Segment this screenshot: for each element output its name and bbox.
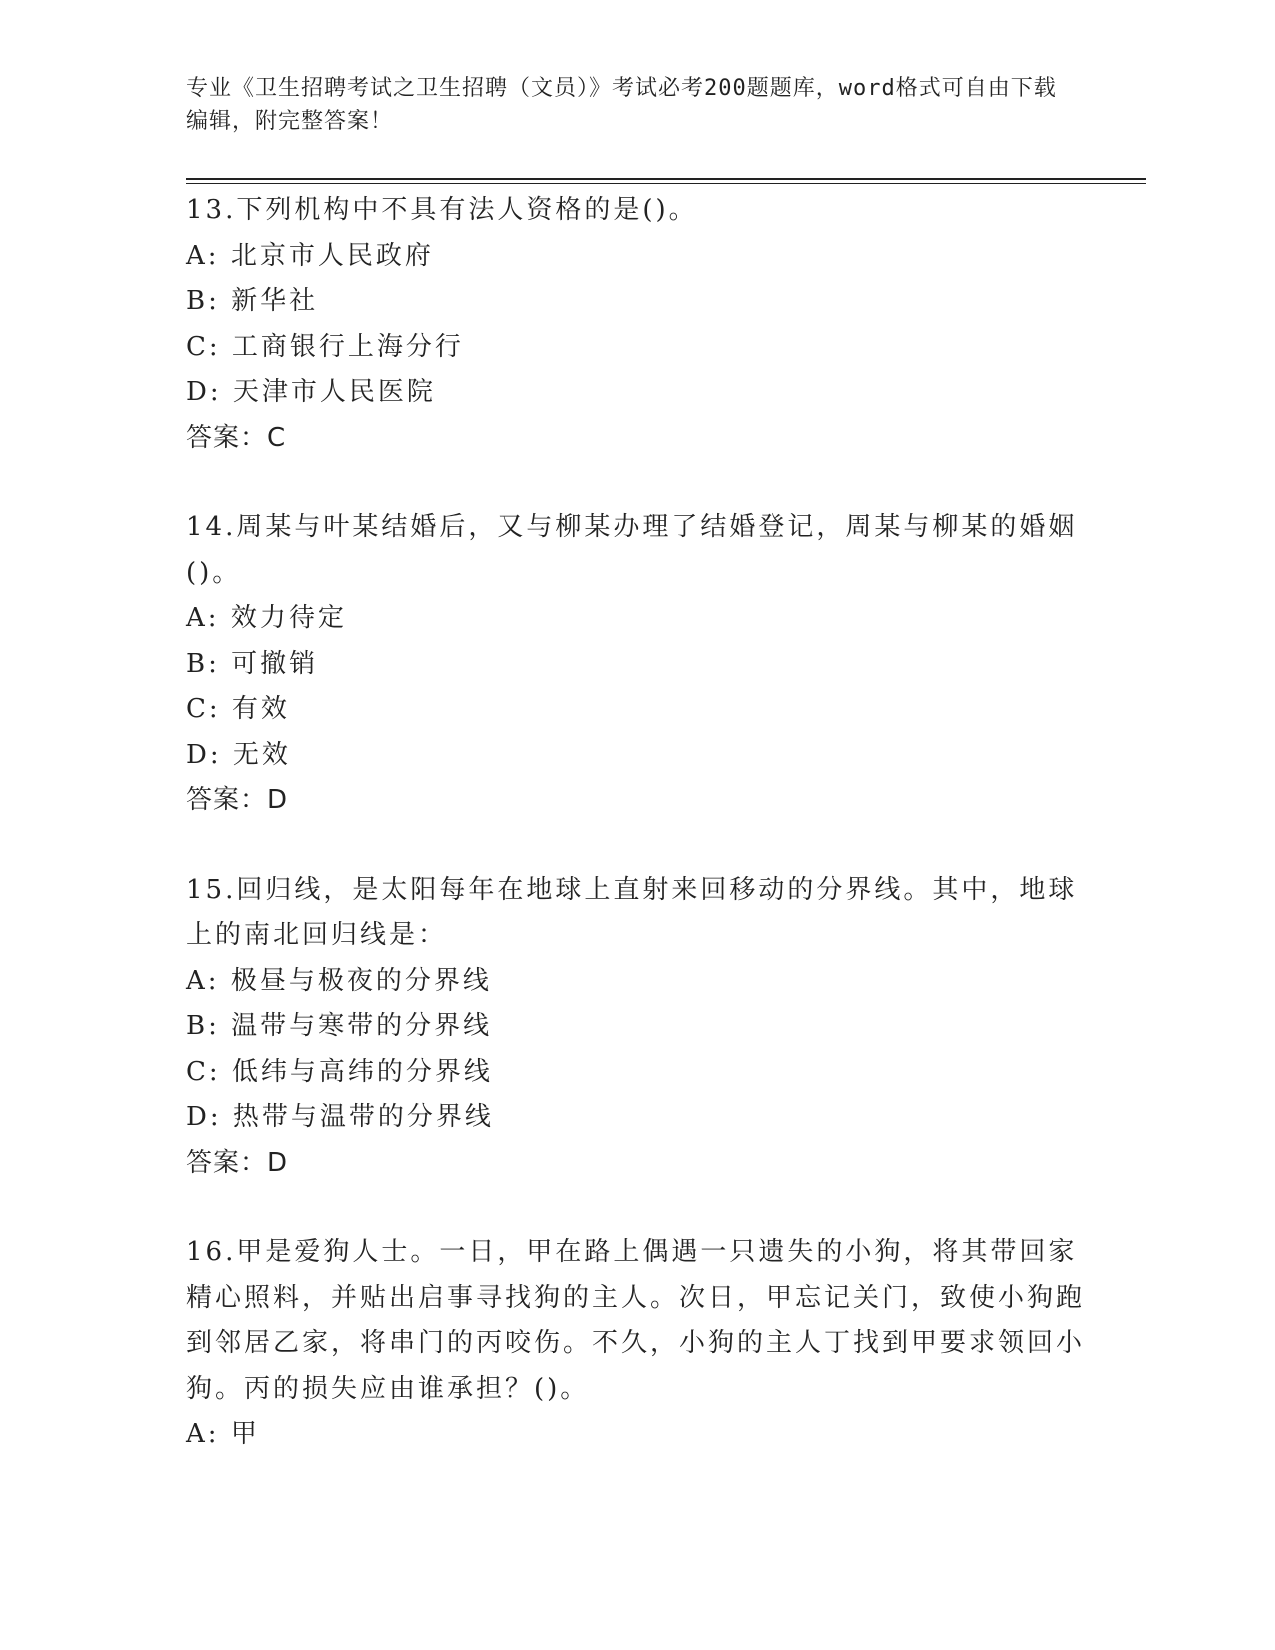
option-label: B: [186,1011,220,1041]
option-d [186,733,1086,779]
option-text: 无效 [232,739,291,770]
option-label: C: [186,331,221,362]
option-a [186,234,1086,280]
option-a [186,596,1086,642]
option-label: D: [186,1102,222,1132]
option-label: D: [186,739,222,770]
option-label: B: [186,648,220,679]
option-text: 甲 [230,1419,260,1449]
option-a [186,1412,1086,1458]
question-number: 14. [186,512,237,542]
option-c [186,325,1086,371]
option-label: C: [186,1056,221,1087]
question-stem [186,868,1086,959]
option-b [186,642,1086,688]
header-divider-thin [186,183,1146,184]
question-16 [186,1230,1086,1458]
option-text: 天津市人民医院 [232,377,436,407]
option-text: 北京市人民政府 [230,240,434,271]
option-text: 效力待定 [230,603,347,633]
document-header: 专业《卫生招聘考试之卫生招聘（文员）》考试必考200题题库，word格式可自由下载编辑，附完整答案！ [186,76,1057,134]
option-text: 新华社 [231,286,319,316]
option-text: 可撤销 [231,648,319,679]
question-stem [186,188,1086,234]
option-text: 热带与温带的分界线 [232,1102,494,1132]
answer: 答案：D [186,1147,289,1178]
question-15 [186,868,1086,1187]
option-a [186,959,1086,1005]
question-text: 回归线，是太阳每年在地球上直射来回移动的分界线。其中，地球上的南北回归线是： [186,874,1078,950]
option-text: 温带与寒带的分界线 [231,1011,493,1041]
header-divider-thick [186,178,1146,180]
option-text: 低纬与高纬的分界线 [231,1056,493,1087]
option-d [186,1095,1086,1141]
option-b [186,1004,1086,1050]
question-text: 周某与叶某结婚后，又与柳某办理了结婚登记，周某与柳某的婚姻()。 [186,512,1078,588]
option-b [186,279,1086,325]
question-number: 13. [186,195,237,225]
question-stem [186,1230,1086,1412]
option-label: A: [186,1419,220,1449]
question-text: 下列机构中不具有法人资格的是()。 [236,195,698,225]
answer: 答案：D [186,785,289,815]
option-text: 有效 [231,694,290,724]
question-list [186,188,1086,1502]
answer: 答案：C [186,422,287,453]
option-text: 极昼与极夜的分界线 [230,965,492,996]
question-stem [186,505,1086,596]
question-number: 16. [186,1237,237,1267]
question-14 [186,505,1086,824]
option-c [186,1050,1086,1096]
question-13 [186,188,1086,461]
option-d [186,370,1086,416]
option-label: D: [186,377,222,407]
option-label: B: [186,286,220,316]
question-number: 15. [186,874,237,905]
option-label: A: [186,603,220,633]
option-label: A: [186,965,220,996]
option-label: C: [186,694,221,724]
option-label: A: [186,240,220,271]
question-text: 甲是爱狗人士。一日，甲在路上偶遇一只遗失的小狗，将其带回家精心照料，并贴出启事寻找狗的主人。次日，甲忘记关门，致使小狗跑到邻居乙家，将串门的丙咬伤。不久，小狗的主人丁找到甲要求领回小狗。丙的损失应由谁承担？()。 [186,1237,1086,1404]
option-text: 工商银行上海分行 [231,331,464,362]
option-c [186,687,1086,733]
